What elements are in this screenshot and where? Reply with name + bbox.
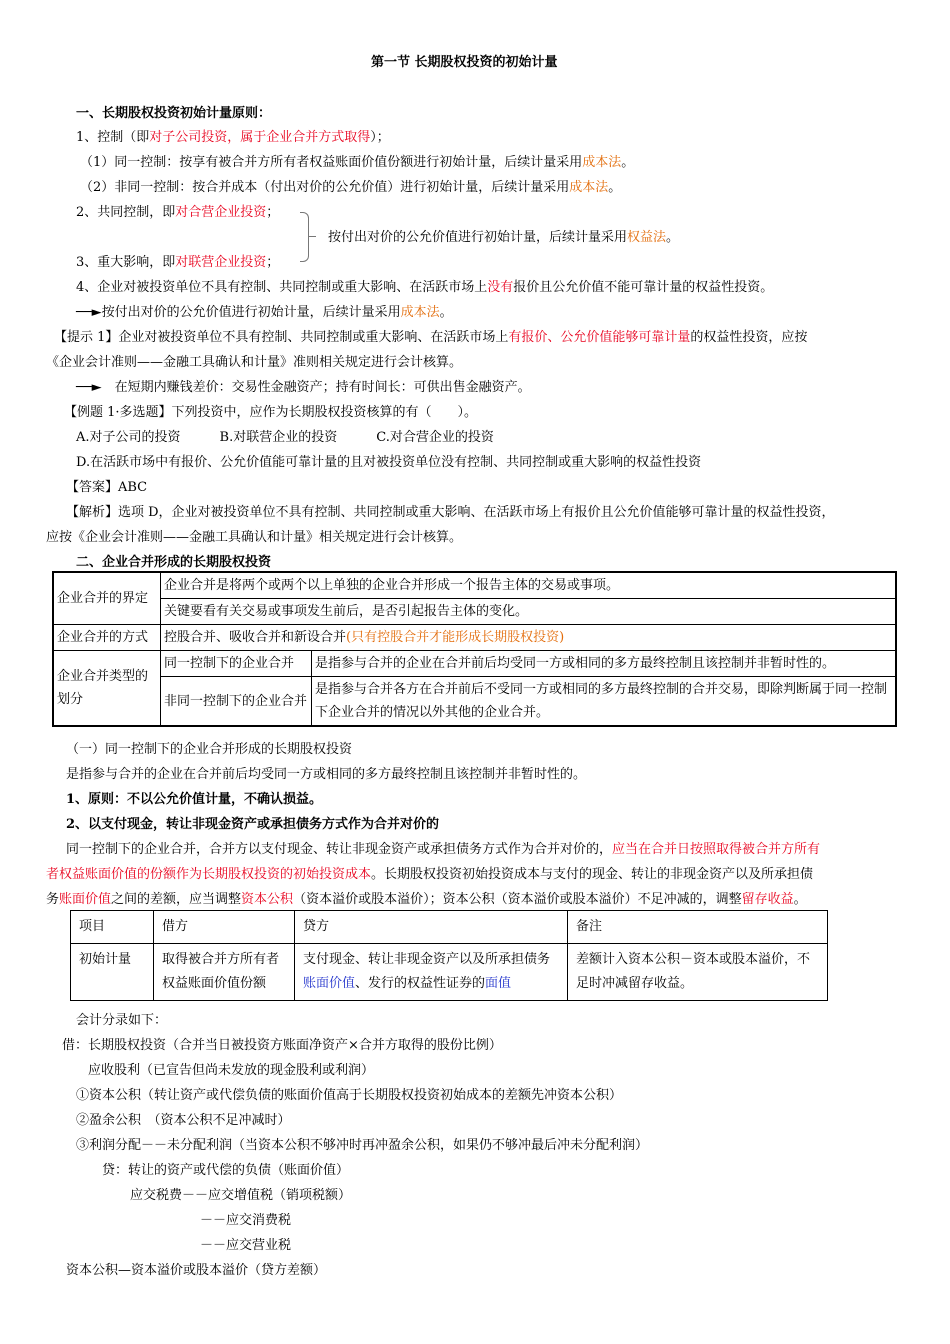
entry-profit-distribution: ③利润分配－－未分配利润（当资本公积不够冲时再冲盈余公积，如果仍不够冲最后冲未分配利润） [76, 1138, 649, 1153]
line-other-equity: 4、企业对被投资单位不具有控制、共同控制或重大影响、在活跃市场上没有报价且公允价值不能可靠计量的权益性投资。 [76, 280, 774, 295]
table-header: 备注 [568, 911, 828, 944]
example-analysis-cont: 应按《企业会计准则——金融工具确认和计量》相关规定进行会计核算。 [46, 530, 463, 545]
table-cell: 是指参与合并的企业在合并前后均受同一方或相同的多方最终控制且该控制并非暂时性的。 [312, 651, 897, 677]
table-cell: 同一控制下的企业合并 [161, 651, 312, 677]
table-header: 贷方 [295, 911, 568, 944]
entry-intro: 会计分录如下： [76, 1013, 168, 1028]
section-2-heading: 二、企业合并形成的长期股权投资 [76, 555, 272, 570]
line-same-control: （1）同一控制：按享有被合并方所有者权益账面价值份额进行初始计量，后续计量采用成本法。 [80, 155, 635, 170]
table-cell: 关键要看有关交易或事项发生前后，是否引起报告主体的变化。 [161, 599, 897, 625]
example-option-d: D.在活跃市场中有报价、公允价值能可靠计量的且对被投资单位没有控制、共同控制或重大影响的权益性投资 [76, 455, 702, 470]
tip-1-cont: 《企业会计准则——金融工具确认和计量》准则相关规定进行会计核算。 [46, 355, 463, 370]
entry-capital-premium: 资本公积—资本溢价或股本溢价（贷方差额） [66, 1263, 327, 1278]
para-line-1: 同一控制下的企业合并，合并方以支付现金、转让非现金资产或承担债务方式作为合并对价的，应当在合并日按照取得被合并方所有 [66, 842, 821, 857]
line-significant-influence: 3、重大影响，即对联营企业投资； [76, 255, 280, 270]
merger-definition-table [52, 571, 897, 727]
entry-dividend: 应收股利（已宣告但尚未发放的现金股利或利润） [88, 1063, 375, 1078]
entry-vat: 应交税费－－应交增值税（销项税额） [130, 1188, 352, 1203]
line-non-same-control: （2）非同一控制：按合并成本（付出对价的公允价值）进行初始计量，后续计量采用成本法。 [80, 180, 622, 195]
page-title: 第一节 长期股权投资的初始计量 [371, 55, 558, 70]
table-cell-label: 企业合并类型的划分 [53, 651, 161, 727]
line-equity-method: 按付出对价的公允价值进行初始计量，后续计量采用权益法。 [328, 230, 680, 245]
brace-bracket [300, 212, 309, 262]
table-cell-label: 企业合并的界定 [53, 572, 161, 625]
line-joint-control: 2、共同控制，即对合营企业投资； [76, 205, 280, 220]
example-answer: 【答案】ABC [66, 480, 148, 495]
entry-consumption-tax: －－应交消费税 [200, 1213, 292, 1228]
principle-2: 2、以支付现金，转让非现金资产或承担债务方式作为合并对价的 [66, 817, 440, 832]
para-line-2: 者权益账面价值的份额作为长期股权投资的初始投资成本。长期股权投资初始投资成本与支付的现金、转让的非现金资产以及所承担债 [46, 867, 814, 882]
example-analysis: 【解析】选项 D，企业对被投资单位不具有控制、共同控制或重大影响、在活跃市场上有报价且公允价值能够可靠计量的权益性投资， [66, 505, 835, 520]
entry-credit-assets: 贷：转让的资产或代偿的负债（账面价值） [102, 1163, 350, 1178]
tip-1: 【提示 1】企业对被投资单位不具有控制、共同控制或重大影响、在活跃市场上有报价、公允价值能够可靠计量的权益性投资，应按 [54, 330, 808, 345]
table-cell: 是指参与合并各方在合并前后不受同一方或相同的多方最终控制的合并交易，即除判断属于同一控制下企业合并的情况以外其他的企业合并。 [312, 677, 897, 727]
entry-capital-reserve: ①资本公积（转让资产或代偿负债的账面价值高于长期股权投资初始成本的差额先冲资本公积） [76, 1088, 623, 1103]
section-1-heading: 一、长期股权投资初始计量原则： [76, 106, 272, 121]
subsection-1-desc: 是指参与合并的企业在合并前后均受同一方或相同的多方最终控制且该控制并非暂时性的。 [66, 767, 587, 782]
table-cell: 差额计入资本公积－资本或股本溢价，不足时冲减留存收益。 [568, 944, 828, 1001]
subsection-1: （一）同一控制下的企业合并形成的长期股权投资 [66, 742, 353, 757]
principle-1: 1、原则：不以公允价值计量，不确认损益。 [66, 792, 323, 807]
table-cell: 支付现金、转让非现金资产以及所承担债务账面价值、发行的权益性证券的面值 [295, 944, 568, 1001]
entry-business-tax: －－应交营业税 [200, 1238, 292, 1253]
brace-tick [308, 236, 316, 237]
line-arrow-cost: ──►按付出对价的公允价值进行初始计量，后续计量采用成本法。 [76, 305, 453, 320]
table-header: 项目 [71, 911, 154, 944]
table-cell: 非同一控制下的企业合并 [161, 677, 312, 727]
entry-surplus-reserve: ②盈余公积 （资本公积不足冲减时） [76, 1113, 291, 1128]
table-header: 借方 [154, 911, 295, 944]
table-cell-label: 企业合并的方式 [53, 625, 161, 651]
table-cell: 企业合并是将两个或两个以上单独的企业合并形成一个报告主体的交易或事项。 [161, 572, 897, 599]
para-line-3: 务账面价值之间的差额，应当调整资本公积（资本溢价或股本溢价）；资本公积（资本溢价或股本溢价）不足冲减的，调整留存收益。 [46, 892, 807, 907]
example-options-abc: A.对子公司的投资 B.对联营企业的投资 C.对合营企业的投资 [76, 430, 494, 445]
entry-debit-ltei: 借：长期股权投资（合并当日被投资方账面净资产×合并方取得的股份比例） [62, 1038, 502, 1053]
initial-measurement-table [70, 910, 828, 1001]
line-control: 1、控制（即对子公司投资，属于企业合并方式取得）； [76, 130, 390, 145]
example-question: 【例题 1·多选题】下列投资中，应作为长期股权投资核算的有（ ）。 [64, 405, 478, 420]
table-cell: 初始计量 [71, 944, 154, 1001]
line-arrow-financial: ──► 在短期内赚钱差价：交易性金融资产；持有时间长：可供出售金融资产。 [76, 380, 531, 395]
table-cell: 取得被合并方所有者权益账面价值份额 [154, 944, 295, 1001]
table-cell: 控股合并、吸收合并和新设合并(只有控股合并才能形成长期股权投资) [161, 625, 897, 651]
